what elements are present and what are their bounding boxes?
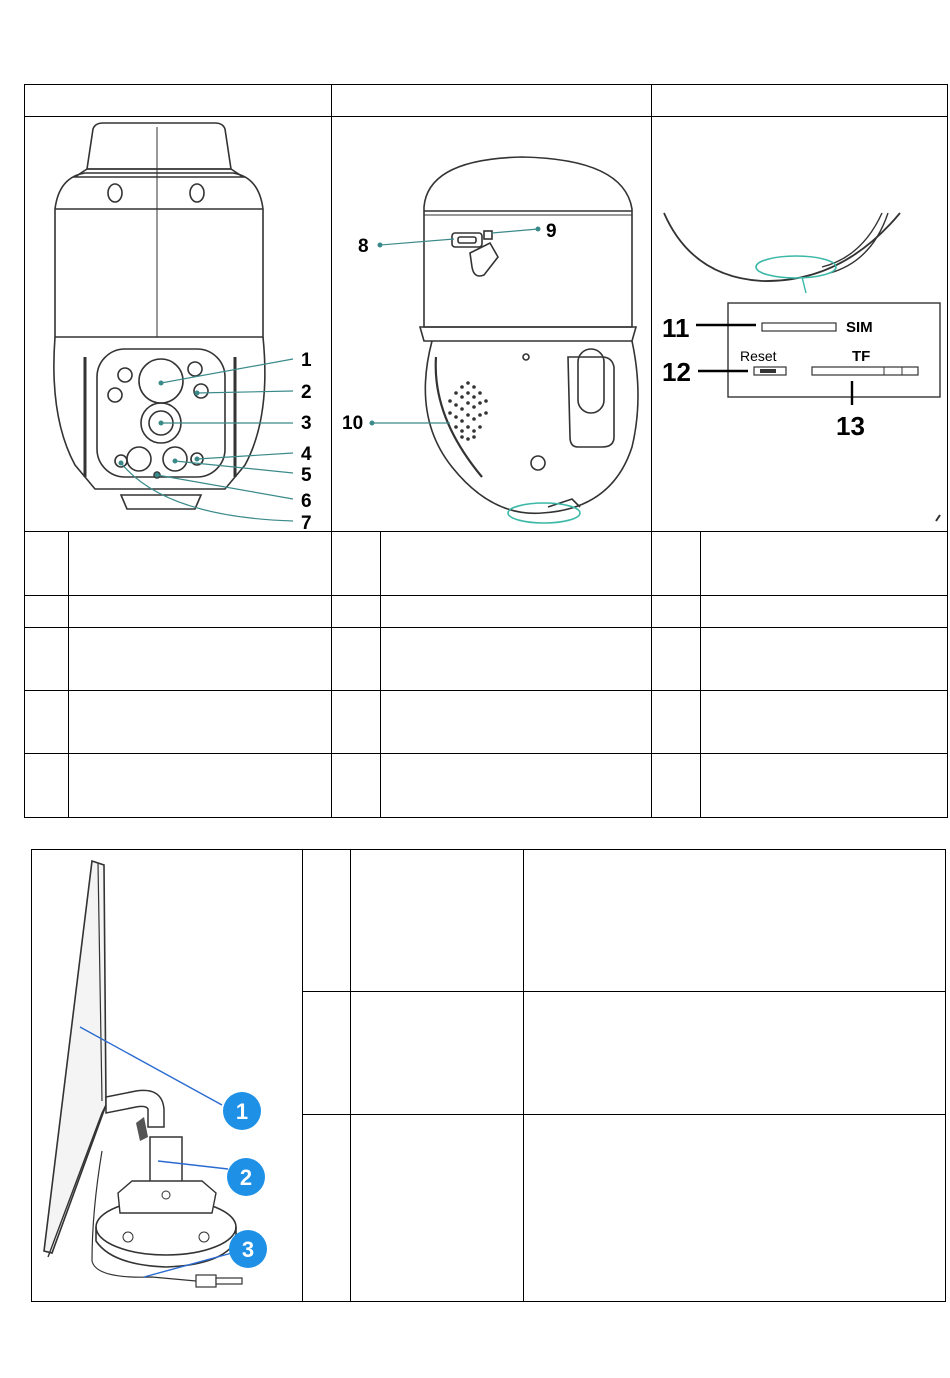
part-name-cell xyxy=(69,691,332,754)
solar-number-cell xyxy=(303,850,351,992)
part-number-cell xyxy=(652,532,701,596)
solar-badge-1 xyxy=(223,1092,261,1130)
part-number-cell xyxy=(25,628,69,691)
back-callout-10: 10 xyxy=(342,413,364,434)
bottom-view-cell xyxy=(652,117,948,532)
camera-upper-body xyxy=(55,173,263,337)
front-callout-3: 3 xyxy=(301,413,312,434)
part-number-cell xyxy=(652,754,701,818)
camera-front-illustration xyxy=(25,117,331,531)
header-cell-front xyxy=(25,85,332,117)
image-row xyxy=(25,117,948,532)
part-number-cell xyxy=(332,532,381,596)
camera-bottom-grille xyxy=(121,495,201,509)
front-callout-5: 5 xyxy=(301,465,312,486)
back-view-cell xyxy=(332,117,652,532)
usb-port xyxy=(452,233,482,247)
part-number-cell xyxy=(332,628,381,691)
camera-back-upper-body xyxy=(424,157,632,327)
part-number-cell xyxy=(652,596,701,628)
part-name-cell xyxy=(69,628,332,691)
header-cell-back xyxy=(332,85,652,117)
solar-panel-illustration xyxy=(32,851,302,1301)
solar-number-cell xyxy=(303,1115,351,1302)
part-name-cell xyxy=(701,596,948,628)
solar-desc-cell xyxy=(524,992,946,1115)
camera-bottom-illustration xyxy=(652,117,947,531)
side-handle xyxy=(568,357,614,447)
solar-name-cell xyxy=(351,850,524,992)
part-name-cell xyxy=(381,628,652,691)
solar-badge-2 xyxy=(227,1158,265,1196)
solar-name-cell xyxy=(351,992,524,1115)
part-number-cell xyxy=(25,532,69,596)
part-name-cell xyxy=(69,532,332,596)
part-name-cell xyxy=(701,691,948,754)
speaker-grille xyxy=(448,381,488,441)
part-number-cell xyxy=(332,754,381,818)
header-cell-bottom xyxy=(652,85,948,117)
bottom-callout-11: 11 xyxy=(662,313,690,343)
front-callout-6: 6 xyxy=(301,491,312,512)
sim-slot xyxy=(762,323,836,331)
front-callout-4: 4 xyxy=(301,444,312,465)
solar-callout-3: 3 xyxy=(241,1236,255,1262)
pir-sensor xyxy=(127,447,151,471)
part-name-cell xyxy=(381,754,652,818)
parts-row-3 xyxy=(25,628,948,691)
part-number-cell xyxy=(332,691,381,754)
part-name-cell xyxy=(381,532,652,596)
front-callout-1: 1 xyxy=(301,350,312,371)
solar-callout-2: 2 xyxy=(239,1164,253,1190)
bottom-callout-12: 12 xyxy=(662,357,691,387)
bottom-callout-13: 13 xyxy=(836,411,865,441)
dc-plug xyxy=(196,1275,216,1287)
part-name-cell xyxy=(701,754,948,818)
solar-callout-1: 1 xyxy=(235,1098,249,1124)
part-number-cell xyxy=(652,691,701,754)
part-name-cell xyxy=(701,628,948,691)
solar-desc-cell xyxy=(524,850,946,992)
reset-label: Reset xyxy=(740,348,777,364)
part-number-cell xyxy=(25,691,69,754)
back-callout-9: 9 xyxy=(546,221,557,242)
solar-panel-table xyxy=(31,849,946,1302)
part-name-cell xyxy=(381,596,652,628)
solar-row-1 xyxy=(32,850,946,992)
tf-slot-label: TF xyxy=(852,348,871,365)
solar-desc-cell xyxy=(524,1115,946,1302)
front-view-cell xyxy=(25,117,332,532)
back-callout-8: 8 xyxy=(358,236,369,257)
camera-bottom-outline xyxy=(664,213,900,281)
solar-badge-3 xyxy=(229,1230,267,1268)
parts-row-5 xyxy=(25,754,948,818)
sim-slot-label: SIM xyxy=(846,319,873,336)
part-number-cell xyxy=(25,754,69,818)
solar-name-cell xyxy=(351,1115,524,1302)
part-name-cell xyxy=(381,691,652,754)
parts-row-2 xyxy=(25,596,948,628)
parts-row-1 xyxy=(25,532,948,596)
camera-back-illustration xyxy=(332,117,651,531)
header-row xyxy=(25,85,948,117)
front-callout-7: 7 xyxy=(301,513,312,531)
front-callout-2: 2 xyxy=(301,382,312,403)
part-name-cell xyxy=(69,596,332,628)
camera-top-cap xyxy=(87,123,231,169)
camera-parts-table xyxy=(24,84,948,818)
part-number-cell xyxy=(25,596,69,628)
parts-row-4 xyxy=(25,691,948,754)
part-name-cell xyxy=(701,532,948,596)
part-number-cell xyxy=(332,596,381,628)
solar-panel-image-cell xyxy=(32,850,303,1302)
part-name-cell xyxy=(69,754,332,818)
solar-panel-surface xyxy=(44,861,106,1253)
mount-arm xyxy=(106,1090,164,1127)
solar-number-cell xyxy=(303,992,351,1115)
port-cover-flap xyxy=(470,243,498,276)
part-number-cell xyxy=(652,628,701,691)
